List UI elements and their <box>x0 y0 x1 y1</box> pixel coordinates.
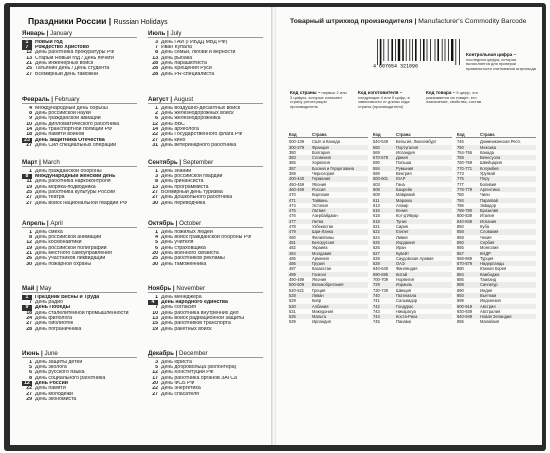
table-row: 590 Польша <box>373 160 412 166</box>
barcode-bar <box>437 39 439 61</box>
left-page <box>10 7 272 445</box>
book-spread <box>4 3 546 451</box>
table-row: 690-695 Китай <box>372 272 452 277</box>
table-row: 383 Словения <box>288 155 368 160</box>
table-row: 786 Эквадор <box>457 202 497 208</box>
holiday-entry: 20 День ФСБ РФ <box>152 380 195 386</box>
barcode-bar <box>395 39 396 61</box>
table-row: 930-939 Австралия <box>457 308 501 314</box>
table-row: 743 Никарагуа <box>373 308 416 314</box>
holiday-entry: 30 День пожарной охраны <box>26 261 92 267</box>
holiday-entry: 28 День Крещения Руси <box>152 66 212 72</box>
holiday-entry: 27 День Сил специальных операций <box>26 142 117 148</box>
month-block-9 <box>148 160 263 206</box>
holiday-entry: 11 День работника наркоконтроля <box>26 179 111 185</box>
table-row: 460-469 Россия <box>288 187 368 192</box>
barcode-bar <box>448 39 449 61</box>
holiday-entry: 9 День Победы <box>22 305 137 310</box>
month-heading: Ноябрь | November <box>148 286 263 293</box>
table-row: 775 Перу <box>456 176 536 181</box>
month-heading: Апрель | April <box>22 221 137 228</box>
holiday-entry: 25 День работника культуры России <box>26 189 116 195</box>
table-row: 387 Босния и Герцеговина <box>288 166 368 171</box>
holiday-entry: 6 День железнодорожника <box>155 116 221 122</box>
table-row: 629 ОАЭ <box>372 261 452 266</box>
table-row: 640-649 Финляндия <box>373 266 418 272</box>
barcode-bar <box>455 39 456 65</box>
table-row: 616 Кения <box>372 208 452 213</box>
table-row: 890 Индия <box>457 287 493 293</box>
table-row: 867 КНДР <box>456 251 536 256</box>
holiday-entry: 23 День защитника Отечества <box>22 138 137 143</box>
holiday-entry: 1 День знаний <box>155 168 192 174</box>
month-heading: Май | May <box>22 286 137 293</box>
page-title: Праздники России | Russian Holidays <box>28 16 168 26</box>
table-row: 613 Алжир <box>373 202 409 208</box>
country-code-table <box>288 132 536 442</box>
holiday-entry: 2 День железнодорожных войск <box>155 111 234 117</box>
table-row: 744 Коста-Рика <box>372 314 452 319</box>
table-row: 618 Кот-д'Ивуар <box>373 213 419 219</box>
barcode-bar <box>415 39 417 61</box>
barcode-bar <box>391 39 393 61</box>
holiday-entry: 12 День космонавтики <box>26 240 82 246</box>
table-row: 625 Иордания <box>372 240 452 245</box>
barcode-bar <box>383 39 384 61</box>
table-row: 789-790 Бразилия <box>456 208 536 213</box>
barcode-bar <box>406 39 407 61</box>
month-heading: Сентябрь | September <box>148 160 263 167</box>
holiday-entry: 7 День согласия <box>155 305 196 311</box>
holiday-entry: 29 День экономиста <box>26 396 77 402</box>
table-row: 489 Гонконг <box>288 272 368 277</box>
table-row: 840-849 Испания <box>456 219 536 224</box>
holiday-entry: 27 День театра <box>26 195 65 201</box>
month-block-1 <box>22 31 137 77</box>
table-row: 608 Бахрейн <box>372 187 452 192</box>
table-row: 380 Болгария <box>289 149 330 155</box>
holiday-entry: 1 День гражданской обороны <box>29 168 102 174</box>
holiday-entry: 1 Праздник Весны и Труда <box>22 295 137 300</box>
table-row: 389 Черногория <box>289 171 335 177</box>
table-row: 900-919 Австрия <box>456 304 536 309</box>
holiday-entry: 7 Рождество Христово <box>22 45 137 50</box>
holiday-entry: 7 День радио <box>29 300 63 306</box>
holiday-entry: 3 День российской гвардии <box>155 174 223 180</box>
table-row: 528 Ливан <box>288 293 368 298</box>
table-row: 622 Египет <box>372 229 452 234</box>
table-row: 599 Венгрия <box>373 171 412 177</box>
table-row: 486 Грузия <box>288 261 368 266</box>
table-row: 487 Казахстан <box>289 266 332 272</box>
table-row: 476 Азербайджан <box>289 213 338 219</box>
barcode-bar <box>412 39 413 61</box>
table-row: 858 Словакия <box>456 229 536 234</box>
barcode-note: Контрольная цифра – последняя цифра, которая вычисляется для проверки правильности считывания штрихкода <box>466 52 536 71</box>
holiday-entry: 27 День дошкольного работника <box>152 195 233 201</box>
table-row: 700-709 Норвегия <box>373 277 414 283</box>
holiday-entry: 22 День Государственного флага РФ <box>152 132 243 138</box>
holiday-entry: 25 Татьянин день / День студента <box>26 66 110 72</box>
holiday-entry: 14 День археолога <box>152 126 199 132</box>
holiday-entry: 10 День дипломатического работника <box>26 121 120 127</box>
table-row: 885 Таиланд <box>457 277 497 283</box>
column-header: Код Страна <box>288 132 368 138</box>
holiday-entry: 12 День работника прокуратуры РФ <box>26 50 115 56</box>
holiday-entry: 27 Всемирный день туризма <box>152 189 223 195</box>
holiday-entry: 14 День транспортной полиции РФ <box>26 126 112 132</box>
month-block-6 <box>22 351 137 402</box>
holiday-entry: 27 День молодёжи <box>26 391 73 397</box>
table-row: 850 Куба <box>457 224 490 230</box>
barcode-note: Код товара – 5 цифр, что указывается на товаре, его назначение, свойства, состав <box>426 90 482 105</box>
code-column <box>288 132 368 442</box>
holiday-entry: 18 День сталелитейной промышленности <box>26 310 129 316</box>
table-row: 531 Македония <box>289 308 334 314</box>
table-row: 777 Боливия <box>457 181 497 187</box>
table-row: 500-509 Великобритания <box>288 282 368 287</box>
holiday-entry: 8 День российской науки <box>29 111 91 117</box>
barcode-bar <box>409 39 410 61</box>
barcode-bar <box>377 39 378 65</box>
holiday-entry: 24 День филолога <box>26 315 73 321</box>
holiday-entry: 8 День финансиста <box>155 179 204 185</box>
holiday-entry: 19 День российской полиграфии <box>26 245 107 251</box>
month-block-4 <box>22 221 137 267</box>
table-row: 621 Сирия <box>373 224 409 230</box>
holiday-entry: 15 День работников транспорта <box>152 321 231 327</box>
table-row: 479 Шри-Ланка <box>288 229 368 234</box>
table-row: 450-459 Япония <box>289 181 327 187</box>
holiday-entry: 26 День участников ликвидации <box>26 256 106 262</box>
holiday-entry: 28 День PR-специалиста <box>152 71 215 77</box>
holiday-entry: 20 День военного связиста <box>152 250 219 256</box>
barcode-title: Товарный штрихкод производителя | Manufacturer's Commodity Barcode <box>290 18 527 25</box>
barcode-note: Код страны – первые 2 или 3 цифры, которые означают страну регистрации производителя <box>290 90 347 109</box>
month-block-12 <box>148 351 263 397</box>
table-row: 490-499 Япония <box>289 277 327 283</box>
table-row: 474 Эстония <box>289 202 328 208</box>
holiday-entry: 27 День кино <box>152 137 186 143</box>
table-row: 750 Мексика <box>456 145 536 150</box>
table-row: 482 Украина <box>289 245 328 251</box>
barcode-bar <box>459 39 460 65</box>
holiday-entry: 12 День России <box>22 381 137 386</box>
table-row: 740 Гватемала <box>372 293 452 298</box>
holiday-entry: 6 День русского языка <box>29 370 85 376</box>
holiday-entry: 8 Международный женский день <box>22 174 137 179</box>
holiday-entry: 30 День переводчика <box>152 200 206 206</box>
holiday-entry: 9 День гражданской авиации <box>29 116 101 122</box>
month-heading: Октябрь | October <box>148 221 263 228</box>
month-heading: Июль | July <box>148 31 263 38</box>
table-row: 594 Румыния <box>372 166 452 171</box>
table-row: 730-739 Швеция <box>373 287 412 293</box>
table-row: 800-839 Италия <box>457 213 494 219</box>
table-row: 400-440 Германия <box>288 176 368 181</box>
table-row: 628 Саудовская Аравия <box>373 255 434 261</box>
table-row: 470 Киргизия <box>289 192 330 198</box>
month-block-3 <box>22 160 137 206</box>
table-row: 778-779 Аргентина <box>456 187 536 192</box>
table-row: 626 Иран <box>373 245 406 251</box>
holiday-entry: 5 День учителя <box>155 240 194 246</box>
table-row: 385 Хорватия <box>289 160 330 166</box>
month-block-5 <box>22 286 137 332</box>
holiday-entry: 13 День войск радиационной защиты <box>152 315 245 321</box>
table-row: 754-755 Канада <box>457 149 494 155</box>
table-row: 899 Индонезия <box>457 298 501 304</box>
holiday-entry: 19 День моряка-подводника <box>26 184 96 190</box>
holiday-entry: 6 День страховщика <box>155 245 206 251</box>
month-heading: Январь | January <box>22 31 137 38</box>
table-row: 600-601 ЮАР <box>372 176 452 181</box>
code-column <box>456 132 536 442</box>
table-row: 893 Вьетнам <box>456 293 536 298</box>
table-row: 480 Филиппины <box>289 234 334 240</box>
barcode-bar <box>388 39 389 61</box>
barcode-bar <box>435 39 436 61</box>
holiday-entry: 28 День пограничника <box>26 326 82 332</box>
holiday-entry: 4 День народного единства <box>148 300 263 305</box>
table-row: 540-549 Бельгия, Люксембург <box>373 139 437 145</box>
barcode-image <box>371 37 461 69</box>
holiday-entry: 4 День войск гражданской обороны РФ <box>155 235 252 241</box>
holiday-entry: 5 День эколога <box>29 365 67 371</box>
table-row: 477 Литва <box>288 219 368 224</box>
table-row: 784 Парагвай <box>456 198 536 203</box>
table-row: 481 Белоруссия <box>288 240 368 245</box>
table-row: 539 Ирландия <box>289 319 331 325</box>
barcode-bar <box>442 39 443 61</box>
table-row: 478 Узбекистан <box>289 224 334 230</box>
table-row: 484 Молдавия <box>288 251 368 256</box>
barcode-note: Код изготовителя – следующие 4 или 5 цифр, в зависимости от длины кода страны (производителя) <box>358 90 410 109</box>
barcode-bar <box>427 39 428 61</box>
holiday-entry: 3 День юриста <box>155 359 192 365</box>
holiday-entry: 5 День добровольца (волонтёра) <box>155 365 237 371</box>
table-row: 624 Ливия <box>373 234 408 240</box>
holiday-entry: 13 Старый Новый год / День печати <box>26 55 114 61</box>
barcode-bar <box>402 39 404 61</box>
month-heading: Март | March <box>22 160 137 167</box>
holiday-entry: 18 День памяти воинов <box>26 132 85 138</box>
holiday-entry: 19 День ракетных войск <box>152 326 212 332</box>
holiday-entry: 30 День таможенника <box>152 261 207 267</box>
holiday-entry: 13 День программиста <box>152 184 209 190</box>
month-block-11 <box>148 286 263 332</box>
holiday-entry: 8 День российской анимации <box>29 235 102 241</box>
column-header: Код Страна <box>456 132 536 138</box>
barcode-bar <box>445 39 446 61</box>
holiday-entry: 21 День местного самоуправления <box>26 250 112 256</box>
table-row: 770-771 Колумбия <box>456 166 536 171</box>
holiday-entry: 1 День воздушно-десантных войск <box>155 105 241 111</box>
holiday-entry: 4 Международный день борьбы <box>29 105 108 111</box>
holiday-entry: 10 День работника внутренних дел <box>152 310 239 316</box>
month-block-7 <box>148 31 263 77</box>
table-row: 729 Израиль <box>372 282 452 287</box>
table-row: 865 Монголия <box>457 245 499 251</box>
table-row: 603 Гана <box>373 181 405 187</box>
holiday-entry: 25 День работников рекламы <box>152 256 225 262</box>
table-row: 888 Сингапур <box>456 282 536 287</box>
table-row: 520-521 Греция <box>289 287 326 293</box>
table-row: 535 Мальта <box>288 314 368 319</box>
table-row: 773 Уругвай <box>457 171 495 177</box>
table-row: 880 Южная Корея <box>457 266 507 272</box>
holiday-entry: 21 День инженерных войск <box>26 60 94 66</box>
table-row: 485 Армения <box>289 255 329 261</box>
table-row: 627 Кувейт <box>372 251 452 256</box>
month-block-8 <box>148 97 263 148</box>
holiday-entry: 1 День менеджера <box>155 294 202 300</box>
barcode-bar <box>420 39 421 61</box>
barcode-bar <box>430 39 431 61</box>
table-row: 760-769 Швейцария <box>457 160 502 166</box>
table-row: 742 Гондурас <box>372 304 452 309</box>
holiday-entry: 27 Всемирный день таможни <box>26 71 98 77</box>
holiday-entry: 12 День Конституции РФ <box>152 370 214 376</box>
table-row: 859 Чехия <box>457 234 492 240</box>
barcode-digits: 4 607654 321096 <box>373 63 419 69</box>
holiday-entry: 7 Иван Купала <box>155 45 192 51</box>
table-row: 955 Малайзия <box>457 319 500 325</box>
table-row: 529 Кипр <box>289 298 322 304</box>
table-row: 475 Латвия <box>288 208 368 213</box>
table-row: 619 Тунис <box>372 219 452 224</box>
table-row: 860 Сербия <box>456 240 536 245</box>
holiday-entry: 17 День работника органов ЗАГСа <box>152 375 238 381</box>
column-header: Код Страна <box>372 132 452 138</box>
holiday-entry: 12 День ВВС <box>152 121 185 127</box>
holiday-entry: 1 День пожилых людей <box>155 229 213 235</box>
barcode-bar <box>451 39 453 61</box>
table-row: 530 Албания <box>288 304 368 309</box>
holiday-entry: 27 День войск национальной гвардии РФ <box>26 200 128 206</box>
barcode-bar <box>380 39 382 65</box>
table-row: 868-869 Турция <box>457 255 494 261</box>
table-row: 741 Сальвадор <box>373 298 418 304</box>
table-row: 870-879 Нидерланды <box>456 261 536 266</box>
holiday-entry: 13 День рыбака <box>152 55 193 61</box>
holiday-entry: 27 День спасателя <box>152 391 199 397</box>
table-row: 611 Марокко <box>372 198 452 203</box>
holiday-entry: 3 День ГАИ (ГИБДД МВД РФ) <box>155 39 228 45</box>
holiday-entry: 1 Новый год <box>22 40 137 45</box>
holiday-entry: 27 День библиотек <box>26 321 74 327</box>
holiday-entry: 1 День защиты детей <box>29 359 83 365</box>
table-row: 745 Панама <box>373 319 411 325</box>
holiday-entry: 22 День энергетика <box>152 386 201 392</box>
month-heading: Июнь | June <box>22 351 137 358</box>
holiday-entry: 8 День семьи, любви и верности <box>155 50 236 56</box>
holiday-entry: 8 День социального работника <box>29 375 106 381</box>
holiday-entry: 22 День памяти <box>26 386 66 392</box>
table-row: 300-379 Франция <box>288 145 368 150</box>
table-row: 569 Исландия <box>373 149 415 155</box>
month-block-2 <box>22 97 137 148</box>
barcode-bar <box>423 39 425 61</box>
table-row: 746 Доминиканская Респ. <box>457 139 521 145</box>
holiday-entry: 28 День парашютиста <box>152 60 207 66</box>
month-block-10 <box>148 221 263 267</box>
table-row: 884 Камбоджа <box>456 272 536 277</box>
table-row: 759 Венесуэла <box>456 155 536 160</box>
code-column <box>372 132 452 442</box>
table-row: 471 Тайвань <box>288 198 368 203</box>
holiday-entry: 1 День смеха <box>29 229 63 235</box>
month-heading: Август | August <box>148 97 263 104</box>
table-row: 780 Чили <box>457 192 490 198</box>
holiday-entry: 31 День ветеринарного работника <box>152 142 237 148</box>
table-row: 560 Португалия <box>372 145 452 150</box>
table-row: 570-579 Дания <box>372 155 452 160</box>
month-heading: Февраль | February <box>22 97 137 104</box>
barcode-bar <box>398 39 400 61</box>
table-row: 940-949 Новая Зеландия <box>456 314 536 319</box>
month-heading: Декабрь | December <box>148 351 263 358</box>
right-page <box>276 7 542 445</box>
table-row: 000-139 США и Канада <box>289 139 340 145</box>
table-row: 609 Маврикий <box>373 192 415 198</box>
